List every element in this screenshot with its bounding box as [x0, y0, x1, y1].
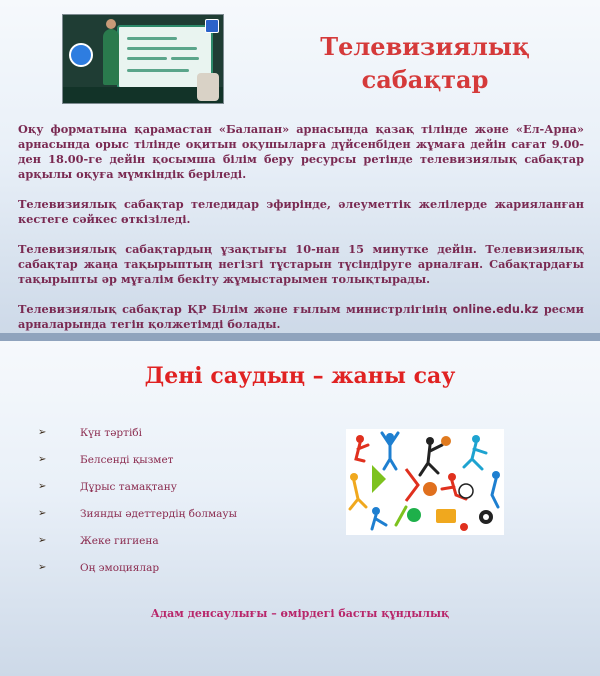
slide1-body: [18, 122, 584, 333]
healthy-lifestyle-slide: Дені саудың – жаны сау ➢ Күн тәртібі ➢ Белсенді қызмет ➢ Дұрыс тамақтану ➢ Зиянды әдеттердің болмауы ➢ Жеке гигиена ➢ Оң эмоциялар Адам денсаулығы – өмірдегі басты құндылық: [0, 341, 600, 676]
tv-lessons-slide: [0, 0, 600, 333]
paragraph-4-end: ресми арналарында тегін қолжетімді болады.: [18, 302, 584, 331]
sports-icons-graphic: [346, 429, 504, 535]
paragraph-4: [18, 302, 584, 332]
paragraph-1: Оқу форматына қарамастан «Балапан» арнасында қазақ тілінде және «Ел-Арна» арнасында орыс тілінде оқитын оқушыларға дүйсенбіден жұмаға дейін сағат 9.00-ден 18.00-ге дейін қосымша білім беру ресурсы ретінде телевизиялық сабақтар арқылы оқуға мүмкіндік беріледі.: [18, 122, 584, 181]
arrow-bullet-icon: ➢: [38, 427, 47, 438]
arrow-bullet-icon: ➢: [38, 535, 47, 546]
slide2-footer: Адам денсаулығы – өмірдегі басты құндылық: [150, 607, 450, 620]
paragraph-3: Телевизиялық сабақтардың ұзақтығы 10-нан 15 минутке дейін. Телевизиялық сабақтар жаңа тақырыптың негізгі тұстарын түсіндіруге арналған. Сабақтардағы тақырыпты әр мұғалім бекіту жұмыстарымен толықтырады.: [18, 242, 584, 286]
slide2-title: Дені саудың – жаны сау: [144, 363, 456, 389]
paragraph-4-start: Телевизиялық сабақтар ҚР Білім және ғылым министрлігінің: [18, 302, 453, 316]
channel-logo-icon: [69, 43, 93, 67]
sign-language-interpreter: [197, 73, 219, 101]
slide1-title: [300, 30, 550, 96]
arrow-bullet-icon: ➢: [38, 454, 47, 465]
arrow-bullet-icon: ➢: [38, 562, 47, 573]
arrow-bullet-icon: ➢: [38, 481, 47, 492]
arrow-bullet-icon: ➢: [38, 508, 47, 519]
paragraph-2: Телевизиялық сабақтар теледидар эфирінде, әлеуметтік желілерде жарияланған кестеге сәйкес өткізіледі.: [18, 197, 584, 226]
channel-badge-icon: [205, 19, 219, 33]
teacher-figure: [103, 29, 119, 85]
title-line-2: сабақтар: [361, 65, 489, 94]
website-link[interactable]: online.edu.kz: [452, 303, 539, 316]
tv-lesson-thumbnail-image: [62, 14, 224, 104]
sports-collage-image: [346, 429, 504, 535]
title-line-1: Телевизиялық: [320, 32, 530, 61]
